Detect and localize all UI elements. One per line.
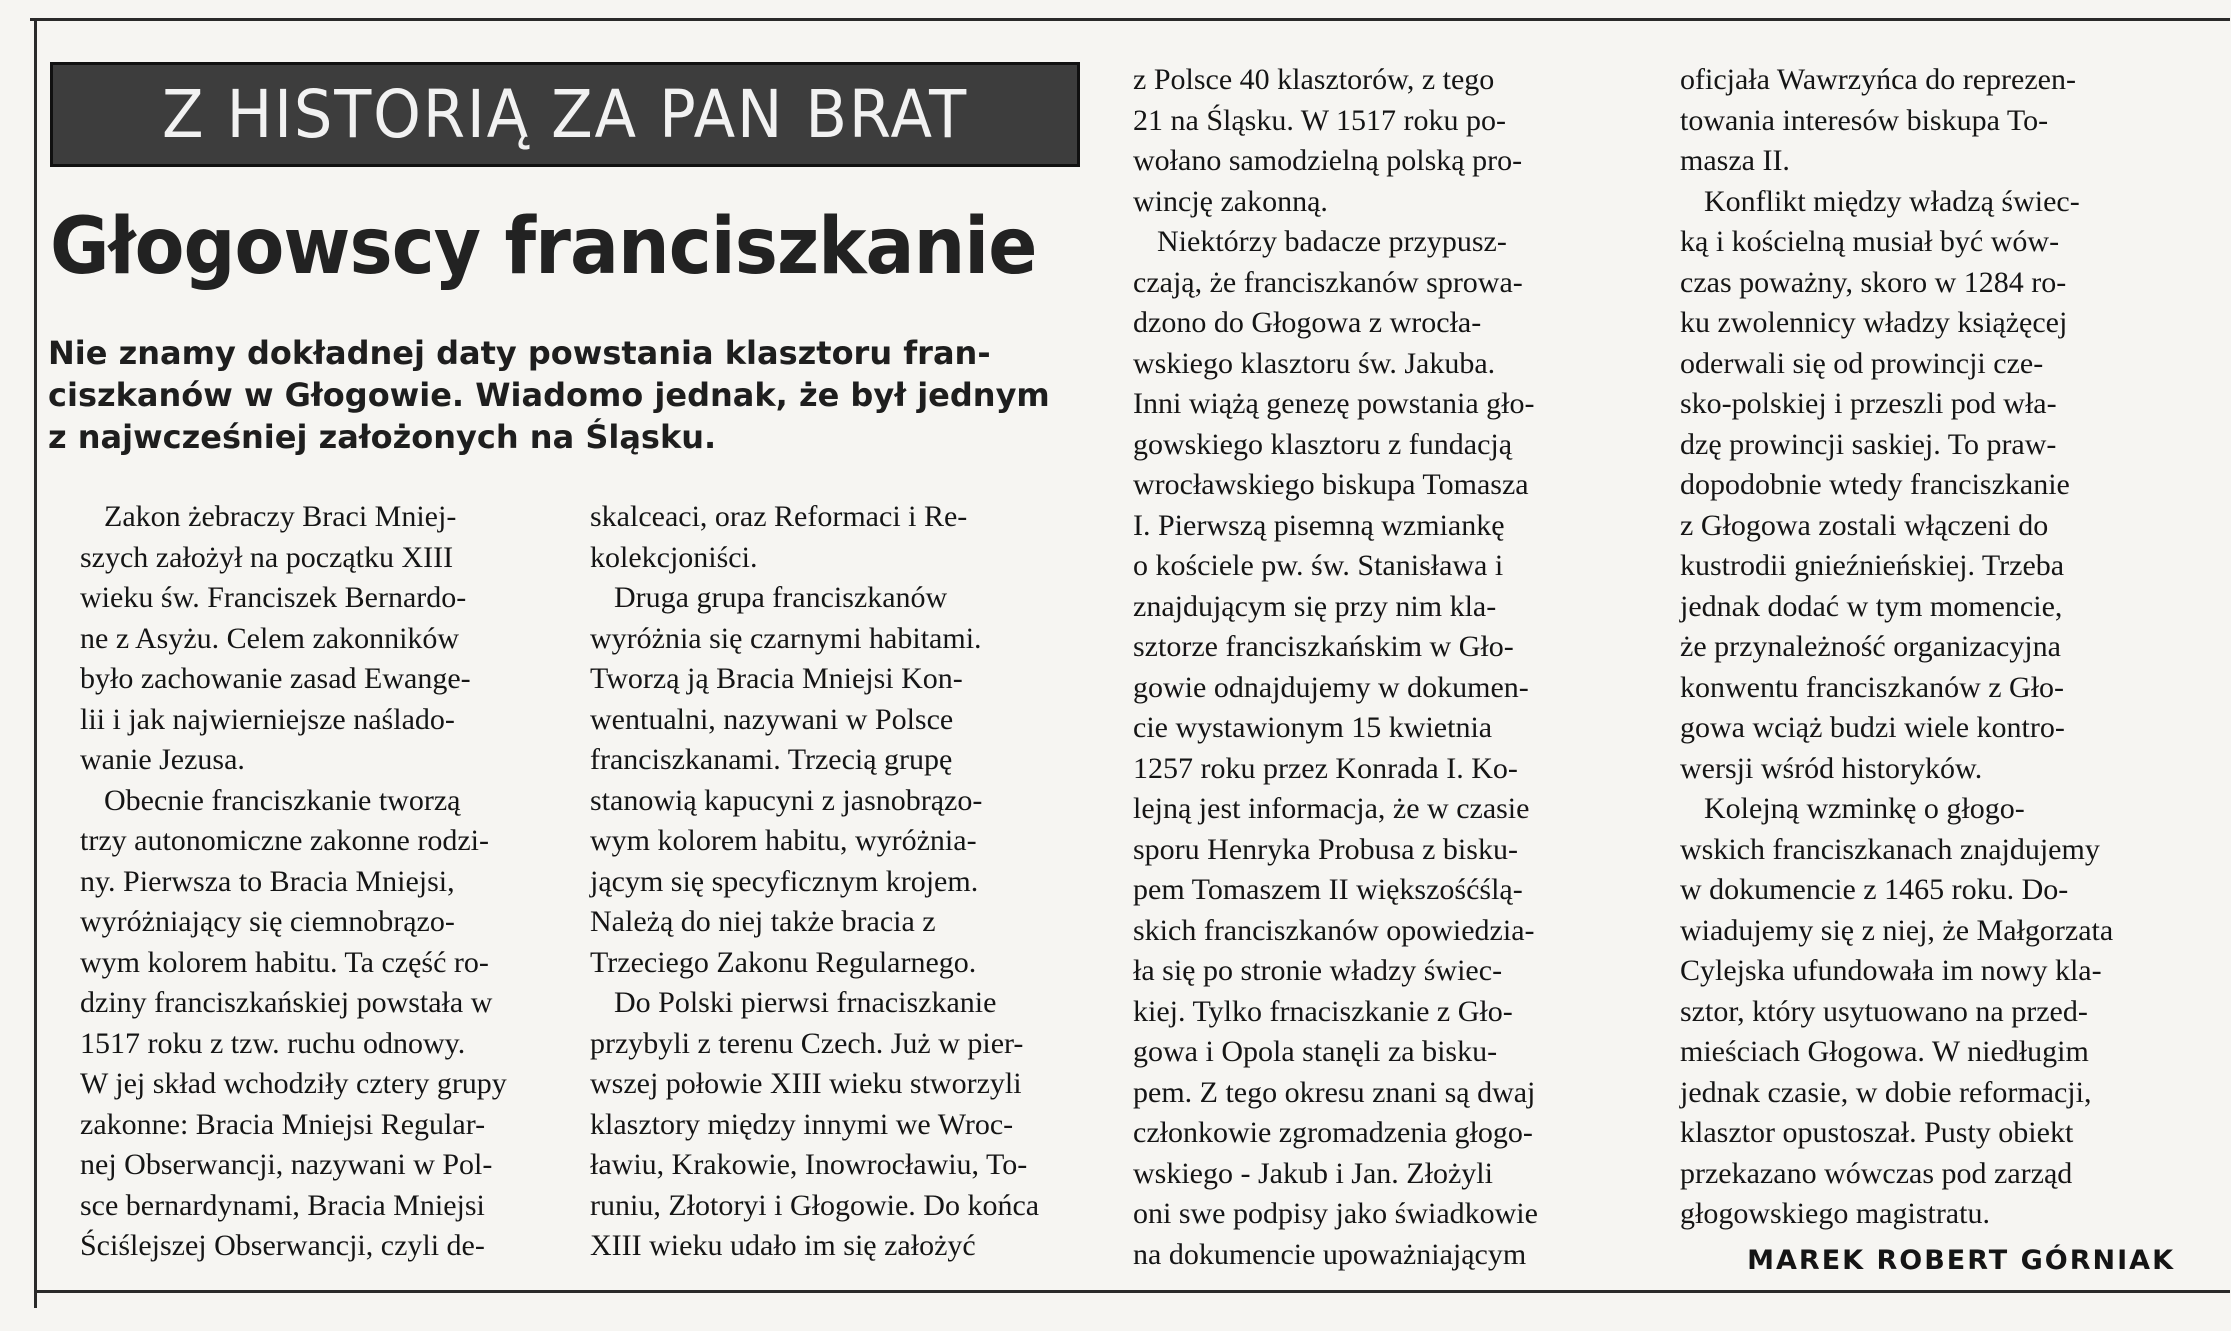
text-line: 21 na Śląsku. W 1517 roku po- [1133, 103, 1507, 137]
text-line: konwentu franciszkanów z Gło- [1680, 670, 2065, 704]
text-line: ła się po stronie władzy świec- [1133, 954, 1503, 987]
text-line: Ściślejszej Obserwancji, czyli de- [80, 1229, 485, 1262]
text-line: trzy autonomiczne zakonne rodzi- [80, 824, 489, 857]
text-line: dzę prowincji saskiej. To praw- [1680, 427, 2057, 461]
text-line: jącym się specyficznym krojem. [590, 864, 979, 898]
text-line: runiu, Złotoryi i Głogowie. Do końca [590, 1188, 1040, 1222]
text-line: kiej. Tylko frnaciszkanie z Gło- [1133, 994, 1513, 1028]
text-line: wyróżniający się ciemnobrązo- [80, 905, 455, 938]
text-line: skich franciszkanów opowiedzia- [1133, 913, 1535, 947]
text-column-3 [1133, 60, 1643, 1275]
text-line: przybyli z terenu Czech. Już w pier- [590, 1026, 1024, 1060]
text-line: Trzeciego Zakonu Regularnego. [590, 945, 977, 979]
text-line: dziny franciszkańskiej powstała w [80, 986, 493, 1019]
text-line: wrocławskiego biskupa Tomasza [1133, 468, 1529, 501]
text-line: XIII wieku udało im się założyć [590, 1229, 976, 1262]
text-line: wincję zakonną. [1133, 184, 1328, 218]
text-line: Należą do niej także bracia z [590, 905, 936, 938]
text-line: wskich franciszkanach znajdujemy [1680, 832, 2100, 866]
text-line: lii i jak najwierniejsze naślado- [80, 702, 455, 736]
text-line: szych założył na początku XIII [80, 540, 454, 574]
text-line: wszej połowie XIII wieku stworzyli [590, 1067, 1022, 1100]
text-line: I. Pierwszą pisemną wzmiankę [1133, 508, 1505, 542]
text-line: Niektórzy badacze przypusz- [1157, 225, 1507, 258]
text-line: na dokumencie upoważniającym [1133, 1237, 1527, 1271]
text-line: że przynależność organizacyjna [1680, 630, 2061, 663]
text-line: gowa i Opola stanęli za bisku- [1133, 1035, 1498, 1068]
text-line: czają, że franciszkanów sprowa- [1133, 265, 1523, 299]
text-line: kustrodii gnieźnieńskiej. Trzeba [1680, 549, 2065, 582]
text-column-1 [80, 497, 550, 1267]
text-line: gowskiego klasztoru z fundacją [1133, 427, 1513, 461]
text-line: dzono do Głogowa z wrocła- [1133, 306, 1482, 339]
article-lead [48, 332, 1108, 458]
text-line: wentualni, nazywani w Polsce [590, 702, 954, 736]
lead-line: ciszkanów w Głogowie. Wiadomo jednak, że był jednym [48, 376, 1050, 414]
text-line: ławiu, Krakowie, Inowrocławiu, To- [590, 1148, 1028, 1181]
text-line: Tworzą ją Bracia Mniejsi Kon- [590, 662, 963, 695]
text-line: wym kolorem habitu. Ta część ro- [80, 945, 489, 979]
text-line: z Polsce 40 klasztorów, z tego [1133, 63, 1495, 96]
text-line: zakonne: Bracia Mniejsi Regular- [80, 1107, 486, 1141]
text-line: jednak dodać w tym momencie, [1680, 589, 2063, 623]
text-line: klasztor opustoszał. Pusty obiekt [1680, 1116, 2074, 1149]
text-line: wyróżnia się czarnymi habitami. [590, 621, 982, 655]
frame-bottom-rule [34, 1290, 2230, 1293]
lead-line: z najwcześniej założonych na Śląsku. [48, 418, 717, 456]
text-line: wieku św. Franciszek Bernardo- [80, 581, 467, 614]
text-line: wym kolorem habitu, wyróżnia- [590, 824, 977, 857]
text-line: Do Polski pierwsi frnaciszkanie [614, 986, 997, 1019]
text-line: Inni wiążą genezę powstania gło- [1133, 387, 1535, 420]
text-line: było zachowanie zasad Ewange- [80, 662, 471, 695]
text-line: 1257 roku przez Konrada I. Ko- [1133, 751, 1518, 785]
text-line: wskiego klasztoru św. Jakuba. [1133, 346, 1496, 380]
text-column-2 [590, 497, 1090, 1267]
text-line: w dokumencie z 1465 roku. Do- [1680, 873, 2069, 906]
text-line: oficjała Wawrzyńca do reprezen- [1680, 63, 2076, 96]
text-line: wersji wśród historyków. [1680, 751, 1983, 785]
text-line: Zakon żebraczy Braci Mniej- [104, 500, 457, 533]
lead-line: Nie znamy dokładnej daty powstania klasztoru fran- [48, 334, 991, 372]
text-line: ką i kościelną musiał być wów- [1680, 225, 2060, 258]
text-line: klasztory między innymi we Wroc- [590, 1107, 1014, 1141]
text-line: czas poważny, skoro w 1284 ro- [1680, 265, 2067, 299]
text-line: Cylejska ufundowała im nowy kla- [1680, 954, 2102, 987]
text-line: oderwali się od prowincji cze- [1680, 346, 2044, 380]
text-line: sztor, który usytuowano na przed- [1680, 994, 2088, 1028]
text-line: o kościele pw. św. Stanisława i [1133, 549, 1504, 582]
text-line: Kolejną wzminkę o głogo- [1704, 792, 2025, 825]
text-line: znajdującym się przy nim kla- [1133, 589, 1497, 623]
text-line: franciszkanami. Trzecią grupę [590, 743, 953, 776]
text-line: ku zwolennicy władzy książęcej [1680, 306, 2068, 339]
text-line: wiadujemy się z niej, że Małgorzata [1680, 913, 2114, 947]
text-line: skalceaci, oraz Reformaci i Re- [590, 500, 968, 533]
text-line: jednak czasie, w dobie reformacji, [1680, 1075, 2092, 1109]
text-line: cie wystawionym 15 kwietnia [1133, 711, 1493, 744]
text-line: wanie Jezusa. [80, 743, 245, 776]
author-byline: MAREK ROBERT GÓRNIAK [1747, 1245, 2175, 1276]
text-line: masza II. [1680, 144, 1790, 177]
text-line: pem. Z tego okresu znani są dwaj [1133, 1075, 1536, 1109]
text-line: towania interesów biskupa To- [1680, 103, 2049, 137]
frame-top-rule [30, 18, 2230, 21]
text-line: Druga grupa franciszkanów [614, 581, 948, 614]
section-kicker [50, 62, 1080, 167]
text-line: Konflikt między władzą świec- [1704, 184, 2080, 218]
text-line: 1517 roku z tzw. ruchu odnowy. [80, 1026, 466, 1060]
text-line: sztorze franciszkańskim w Gło- [1133, 630, 1514, 663]
text-line: gowa wciąż budzi wiele kontro- [1680, 711, 2065, 744]
text-line: sko-polskiej i przeszli pod wła- [1680, 387, 2057, 420]
section-kicker-text: Z HISTORIĄ ZA PAN BRAT [161, 76, 969, 153]
text-column-4 [1680, 60, 2195, 1235]
text-line: dopodobnie wtedy franciszkanie [1680, 468, 2070, 501]
article-headline: Głogowscy franciszkanie [50, 202, 1037, 292]
text-line: wskiego - Jakub i Jan. Złożyli [1133, 1156, 1493, 1190]
text-line: lejną jest informacja, że w czasie [1133, 792, 1530, 825]
text-line: oni swe podpisy jako świadkowie [1133, 1197, 1538, 1230]
text-line: kolekcjoniści. [590, 540, 758, 574]
text-line: nej Obserwancji, nazywani w Pol- [80, 1148, 493, 1181]
text-line: głogowskiego magistratu. [1680, 1197, 1990, 1230]
text-line: mieściach Głogowa. W niedługim [1680, 1035, 2089, 1068]
text-line: pem Tomaszem II większośćślą- [1133, 873, 1523, 906]
text-line: W jej skład wchodziły cztery grupy [80, 1067, 507, 1100]
text-line: sporu Henryka Probusa z bisku- [1133, 832, 1518, 866]
text-line: z Głogowa zostali włączeni do [1680, 508, 2049, 542]
text-line: ny. Pierwsza to Bracia Mniejsi, [80, 864, 455, 898]
text-line: Obecnie franciszkanie tworzą [104, 783, 461, 817]
text-line: przekazano wówczas pod zarząd [1680, 1156, 2073, 1190]
text-line: wołano samodzielną polską pro- [1133, 144, 1523, 177]
text-line: ne z Asyżu. Celem zakonników [80, 621, 460, 655]
text-line: sce bernardynami, Bracia Mniejsi [80, 1188, 485, 1222]
text-line: stanowią kapucyni z jasnobrązo- [590, 783, 983, 817]
text-line: gowie odnajdujemy w dokumen- [1133, 670, 1529, 704]
text-line: członkowie zgromadzenia głogo- [1133, 1116, 1533, 1149]
frame-left-rule [34, 18, 37, 1308]
